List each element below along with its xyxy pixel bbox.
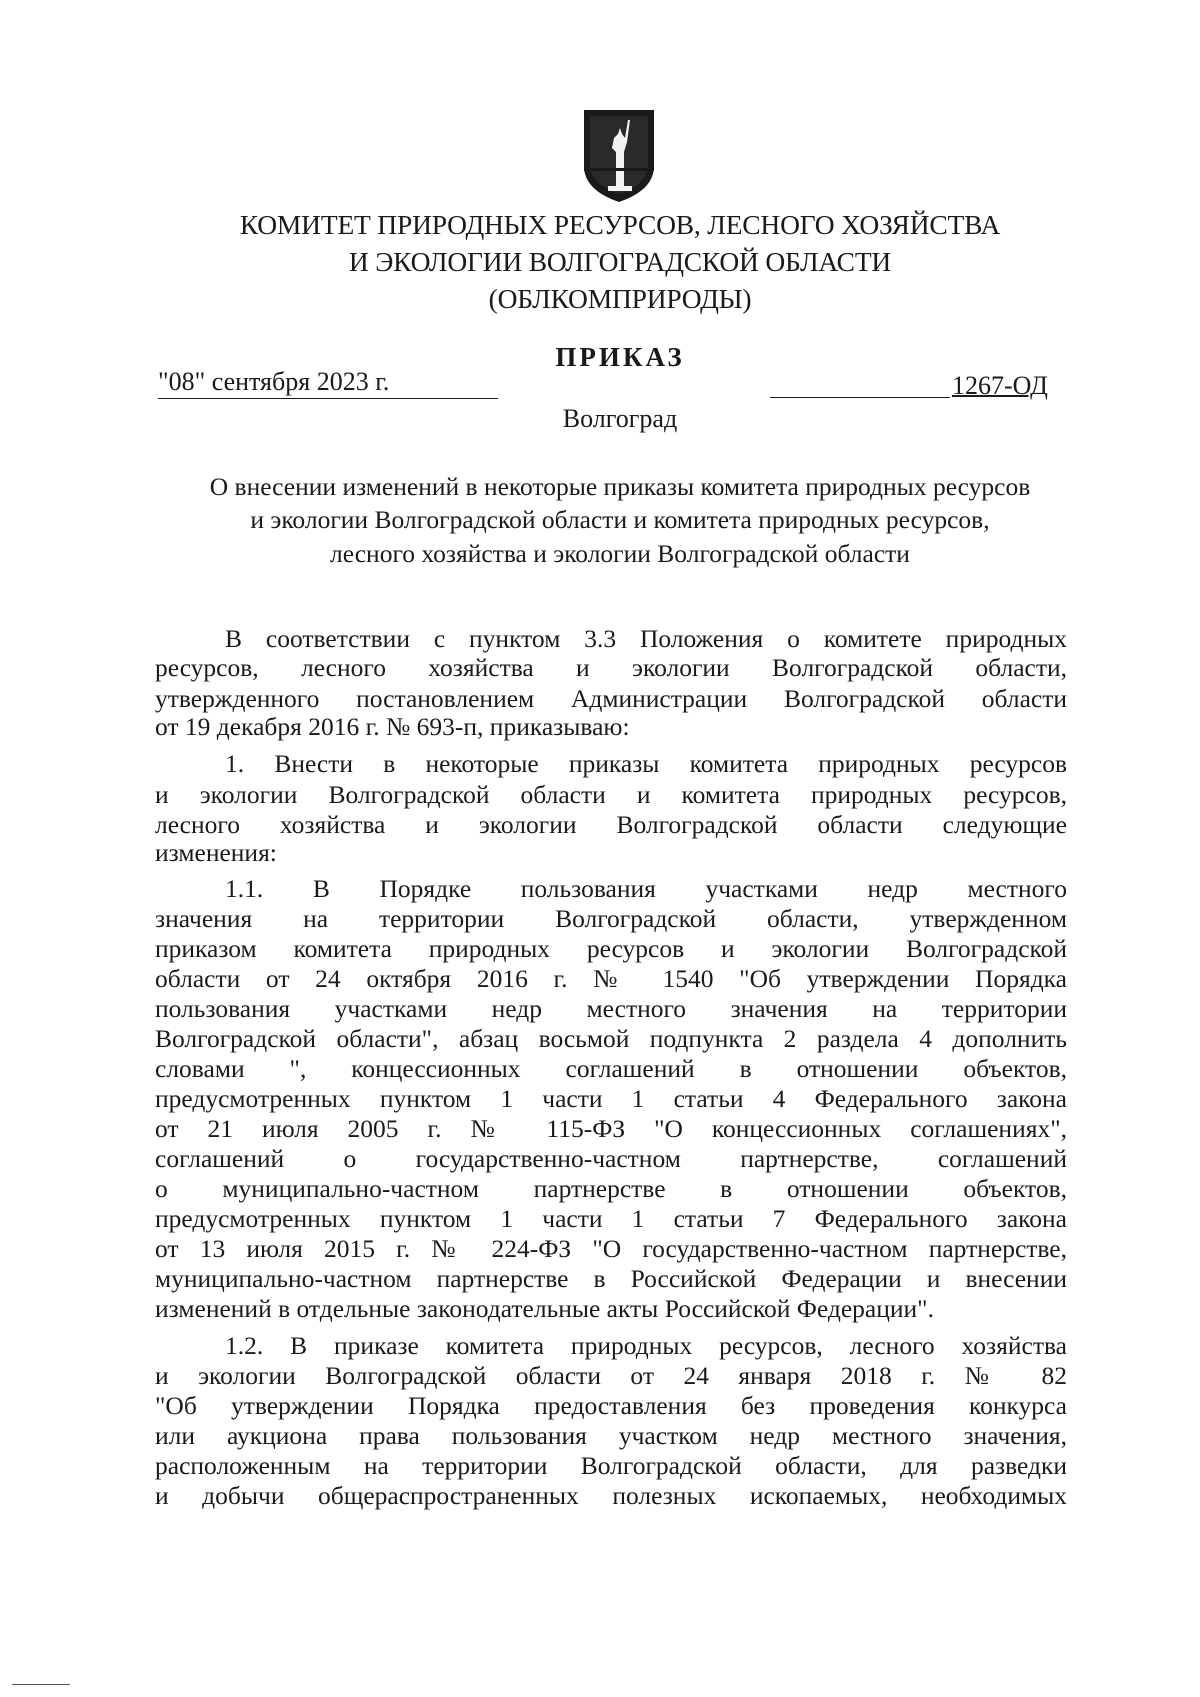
body-text-line: расположенным на территории Волгоградской области, для разведки <box>155 1451 1067 1480</box>
order-number: 1267-ОД <box>952 371 1048 400</box>
body-text-line: или аукциона права пользования участком недр местного значения, <box>155 1421 1067 1450</box>
issue-city: Волгоград <box>562 404 678 433</box>
body-text-line: 1.2. В приказе комитета природных ресурсов, лесного хозяйства <box>225 1331 1067 1360</box>
body-text-line: соглашений о государственно-частном партнерстве, соглашений <box>155 1144 1067 1173</box>
body-text-line: утвержденного постановлением Администрации Волгоградской области <box>155 684 1067 713</box>
volgograd-coat-of-arms-icon <box>580 108 658 204</box>
body-text-line: Волгоградской области", абзац восьмой подпункта 2 раздела 4 дополнить <box>155 1024 1067 1053</box>
body-text-line: от 13 июля 2015 г. № 224-ФЗ "О государственно-частном партнерстве, <box>155 1234 1067 1263</box>
body-text-line: и добычи общераспространенных полезных ископаемых, необходимых <box>155 1481 1067 1510</box>
body-text-line: изменений в отдельные законодательные акты Российской Федерации". <box>155 1294 934 1323</box>
order-date: "08" сентября 2023 г. <box>158 366 498 399</box>
page-edge-mark <box>12 1684 70 1685</box>
body-text-line: 1. Внести в некоторые приказы комитета природных ресурсов <box>225 749 1067 778</box>
organization-name-line-1: КОМИТЕТ ПРИРОДНЫХ РЕСУРСОВ, ЛЕСНОГО ХОЗЯЙСТВА <box>239 209 1001 240</box>
body-text-line: В соответствии с пунктом 3.3 Положения о комитете природных <box>225 624 1067 653</box>
body-text-line: пользования участками недр местного значения на территории <box>155 994 1067 1023</box>
body-text-line: предусмотренных пунктом 1 части 1 статьи 7 Федерального закона <box>155 1204 1067 1233</box>
order-title-line-1: О внесении изменений в некоторые приказы комитета природных ресурсов <box>209 472 1031 501</box>
body-text-line: муниципально-частном партнерстве в Российской Федерации и внесении <box>155 1264 1067 1293</box>
body-text-line: значения на территории Волгоградской области, утвержденном <box>155 904 1067 933</box>
body-text-line: лесного хозяйства и экологии Волгоградской области следующие <box>155 810 1067 839</box>
document-type: ПРИКАЗ <box>555 342 685 372</box>
body-text-line: предусмотренных пунктом 1 части 1 статьи 4 Федерального закона <box>155 1084 1067 1113</box>
body-text-line: ресурсов, лесного хозяйства и экологии Волгоградской области, <box>155 653 1067 682</box>
order-title-line-3: лесного хозяйства и экологии Волгоградской области <box>330 539 910 568</box>
body-text-line: 1.1. В Порядке пользования участками недр местного <box>225 874 1067 903</box>
body-text-line: приказом комитета природных ресурсов и экологии Волгоградской <box>155 934 1067 963</box>
order-title-line-2: и экологии Волгоградской области и комитета природных ресурсов, <box>250 505 990 534</box>
organization-name-line-2: И ЭКОЛОГИИ ВОЛГОГРАДСКОЙ ОБЛАСТИ <box>348 246 892 277</box>
body-text-line: о муниципально-частном партнерстве в отношении объектов, <box>155 1174 1067 1203</box>
organization-short-name: (ОБЛКОМПРИРОДЫ) <box>488 283 752 314</box>
number-underline <box>770 397 950 398</box>
body-text-line: от 21 июля 2005 г. № 115-ФЗ "О концессионных соглашениях", <box>155 1114 1067 1143</box>
body-text-line: словами ", концессионных соглашений в отношении объектов, <box>155 1054 1067 1083</box>
body-text-line: области от 24 октября 2016 г. № 1540 "Об утверждении Порядка <box>155 964 1067 993</box>
body-text-line: от 19 декабря 2016 г. № 693-п, приказываю: <box>155 712 630 741</box>
body-text-line: и экологии Волгоградской области от 24 января 2018 г. № 82 <box>155 1361 1067 1390</box>
body-text-line: "Об утверждении Порядка предоставления без проведения конкурса <box>155 1391 1067 1420</box>
body-text-line: изменения: <box>155 838 277 867</box>
body-text-line: и экологии Волгоградской области и комитета природных ресурсов, <box>155 780 1067 809</box>
